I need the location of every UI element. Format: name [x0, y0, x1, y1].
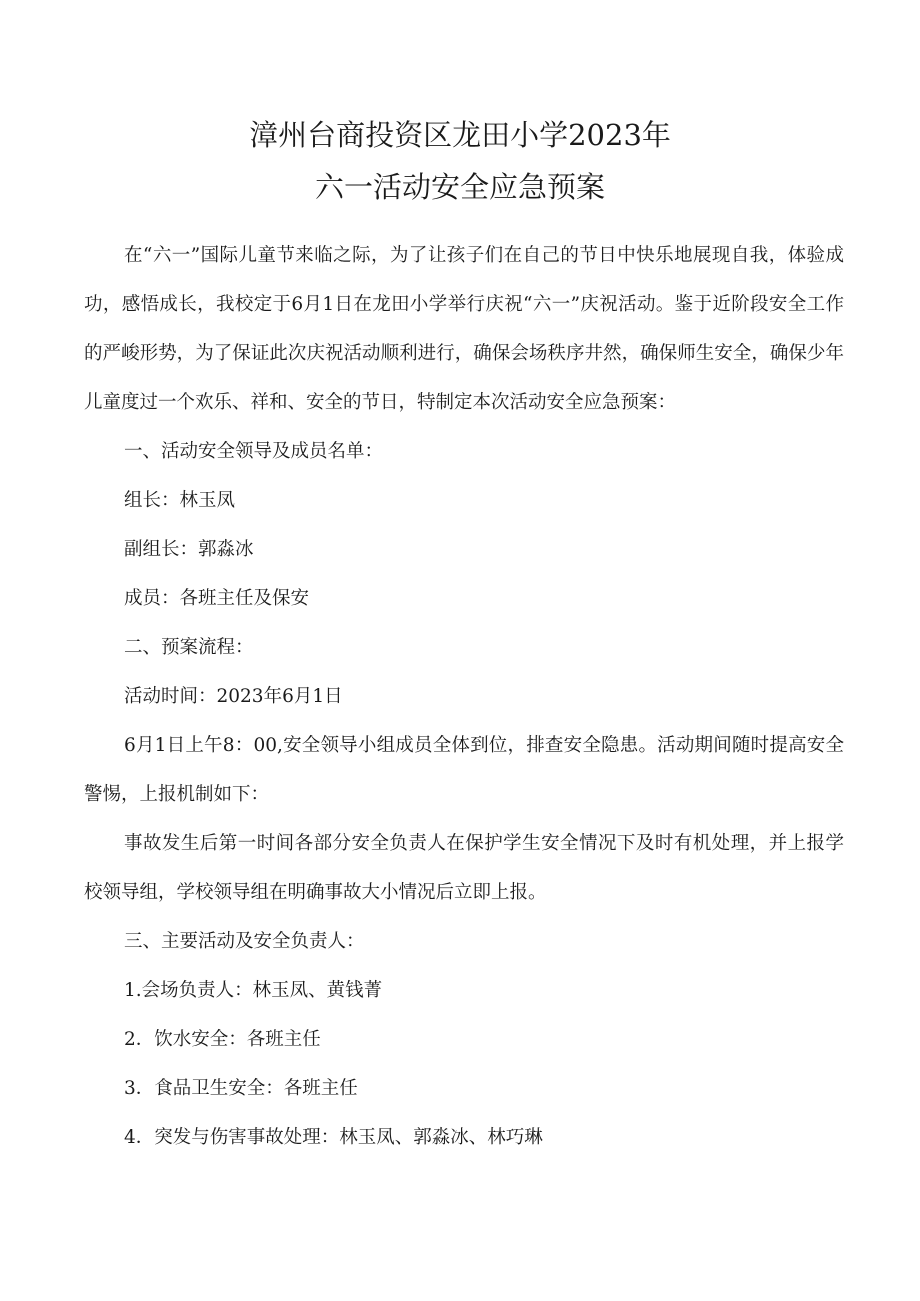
list-item-3: 3．食品卫生安全：各班主任: [124, 1078, 358, 1099]
document-body: [84, 231, 844, 1162]
deputy-leader-line: 副组长：郭淼冰: [124, 539, 254, 560]
intro-paragraph: 在“六一”国际儿童节来临之际，为了让孩子们在自己的节日中快乐地展现自我，体验成功，感悟成长，我校定于6月1日在龙田小学举行庆祝“六一”庆祝活动。鉴于近阶段安全工作的严峻形势，为了保证此次庆祝活动顺利进行，确保会场秩序井然，确保师生安全，确保少年儿童度过一个欢乐、祥和、安全的节日，特制定本次活动安全应急预案：: [84, 245, 844, 413]
document-title-line-2: 六一活动安全应急预案: [314, 170, 605, 204]
leader-line: 组长：林玉凤: [124, 490, 236, 511]
section-3-heading: 三、主要活动及安全负责人：: [124, 931, 365, 952]
members-line: 成员：各班主任及保安: [124, 588, 310, 609]
list-item-1: 1.会场负责人：林玉凤、黄钱菁: [124, 980, 383, 1001]
section-1-heading: 一、活动安全领导及成员名单：: [124, 441, 384, 462]
section-2-heading: 二、预案流程：: [124, 637, 254, 658]
schedule-paragraph: 6月1日上午8：00,安全领导小组成员全体到位，排查安全隐患。活动期间随时提高安全警惕，上报机制如下：: [84, 735, 844, 805]
list-item-4: 4．突发与伤害事故处理：林玉凤、郭淼冰、林巧琳: [124, 1127, 543, 1148]
activity-time-line: 活动时间：2023年6月1日: [124, 686, 343, 707]
document-title-line-1: 漳州台商投资区龙田小学2023年: [249, 118, 671, 152]
reporting-paragraph: 事故发生后第一时间各部分安全负责人在保护学生安全情况下及时有机处理，并上报学校领导组，学校领导组在明确事故大小情况后立即上报。: [84, 833, 844, 903]
list-item-2: 2．饮水安全：各班主任: [124, 1029, 321, 1050]
